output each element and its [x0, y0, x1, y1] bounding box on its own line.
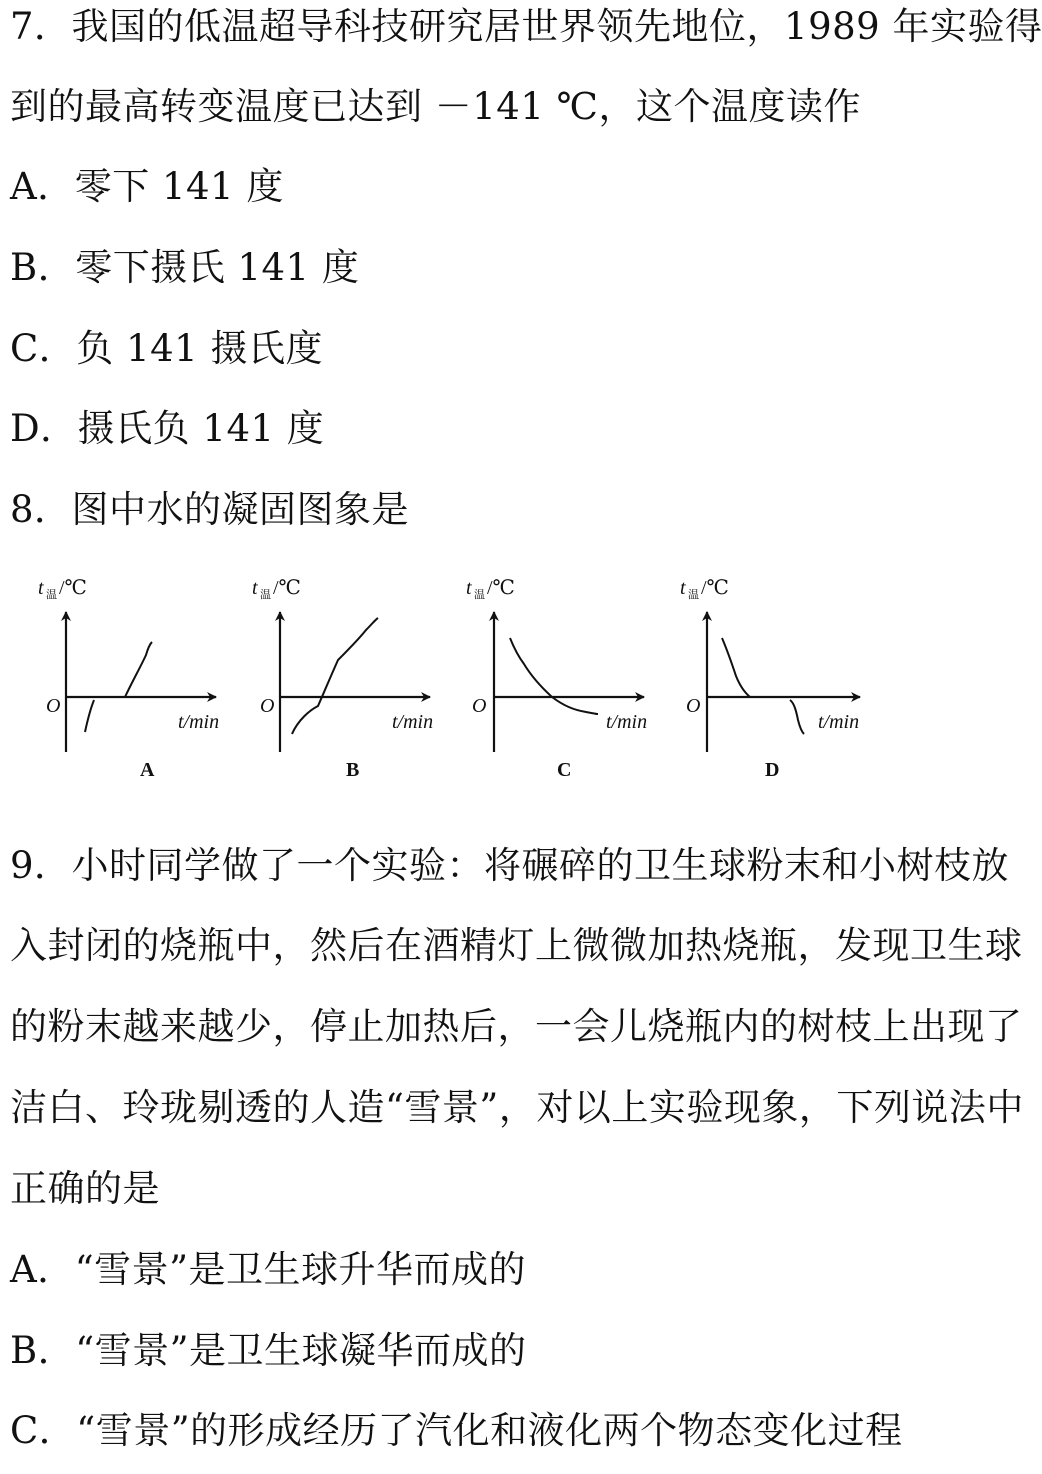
freezing-graphs-svg [30, 560, 890, 790]
graph-a-y-axis-symbol: t [38, 577, 44, 599]
graph-d-y-axis-symbol: t [680, 577, 686, 599]
graph-b-x-axis-label: t/min [392, 711, 434, 733]
graph-a-origin-label: O [46, 695, 61, 717]
graph-d [680, 577, 860, 781]
graph-d-supercooling-segment [790, 700, 804, 734]
graph-a-curve-part-2 [125, 642, 152, 697]
graph-b-y-axis-subscript: 温 [260, 589, 271, 601]
graph-c-y-axis-subscript: 温 [474, 589, 485, 601]
question-8-stem: 8．图中水的凝固图象是 [10, 488, 410, 531]
graph-b-option-label: B [346, 759, 360, 781]
question-9-stem-line-4: 洁白、玲珑剔透的人造“雪景”，对以上实验现象，下列说法中 [10, 1086, 1024, 1129]
graph-b [252, 577, 433, 781]
graph-a-x-axis-label: t/min [178, 711, 220, 733]
graph-c-y-axis-unit: /℃ [487, 577, 515, 599]
graph-c-x-axis-label: t/min [606, 711, 648, 733]
graph-d-x-axis-label: t/min [818, 711, 860, 733]
graph-d-option-label: D [765, 759, 780, 781]
question-7-option-c: C．负 141 摄氏度 [10, 327, 323, 370]
graph-b-y-axis-symbol: t [252, 577, 258, 599]
question-7-stem-line-2: 到的最高转变温度已达到 －141 ℃，这个温度读作 [10, 85, 862, 128]
graph-c-origin-label: O [472, 695, 487, 717]
question-9-option-c: C．“雪景”的形成经历了汽化和液化两个物态变化过程 [10, 1409, 903, 1452]
graph-c [466, 577, 647, 781]
question-9-option-a: A．“雪景”是卫生球升华而成的 [10, 1248, 527, 1291]
graph-a-option-label: A [140, 759, 155, 781]
graph-a [38, 577, 219, 781]
graph-a-curve-part-1 [85, 700, 94, 732]
question-9-stem-line-3: 的粉末越来越少，停止加热后，一会儿烧瓶内的树枝上出现了 [10, 1005, 1023, 1048]
graph-d-origin-label: O [686, 695, 701, 717]
question-7-option-d: D．摄氏负 141 度 [10, 407, 325, 450]
question-7-option-b: B．零下摄氏 141 度 [10, 246, 360, 289]
question-9-stem-line-1: 9．小时同学做了一个实验：将碾碎的卫生球粉末和小树枝放 [10, 844, 1010, 887]
graph-a-y-axis-unit: /℃ [59, 577, 87, 599]
freezing-graphs-figure [30, 560, 890, 790]
graph-a-y-axis-subscript: 温 [46, 589, 57, 601]
graph-b-origin-label: O [260, 695, 275, 717]
graph-d-y-axis-subscript: 温 [688, 589, 699, 601]
question-7-stem-line-1: 7．我国的低温超导科技研究居世界领先地位，1989 年实验得 [10, 5, 1042, 48]
graph-b-curve [292, 618, 378, 734]
question-7-option-a: A．零下 141 度 [10, 165, 284, 208]
graph-d-y-axis-unit: /℃ [701, 577, 729, 599]
graph-c-y-axis-symbol: t [466, 577, 472, 599]
question-9-stem-line-5: 正确的是 [10, 1167, 160, 1210]
graph-c-curve [510, 638, 598, 714]
question-9-option-b: B．“雪景”是卫生球凝华而成的 [10, 1329, 527, 1372]
graph-d-cooling-segment [722, 638, 750, 697]
question-9-stem-line-2: 入封闭的烧瓶中，然后在酒精灯上微微加热烧瓶，发现卫生球 [10, 924, 1023, 967]
graph-c-option-label: C [557, 759, 572, 781]
graph-b-y-axis-unit: /℃ [273, 577, 301, 599]
